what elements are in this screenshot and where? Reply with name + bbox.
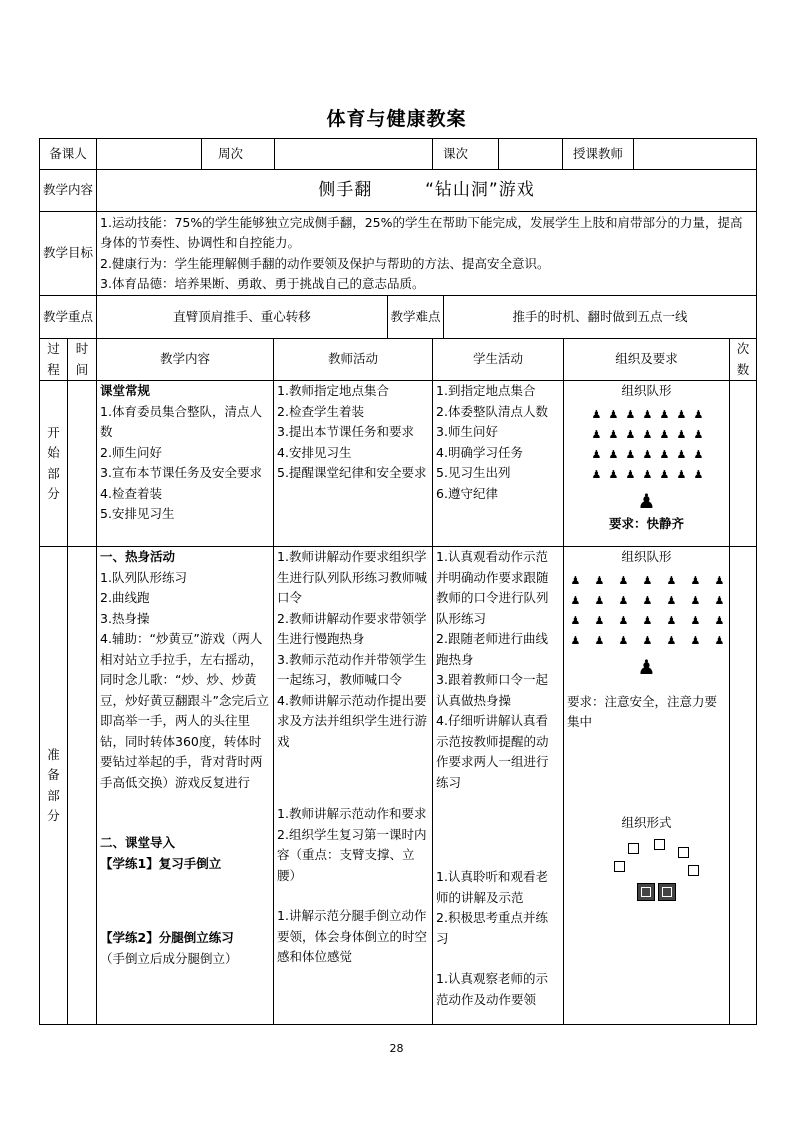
org-title: 组织队形 — [621, 549, 672, 564]
student-icon: ♟ — [591, 407, 602, 421]
student-line: 3.跟着教师口令一起认真做热身操 — [436, 672, 548, 708]
times-start — [730, 381, 757, 547]
student-icon: ♟ — [693, 407, 704, 421]
time-start — [68, 381, 97, 547]
start-teacher — [274, 381, 433, 547]
square-formation — [592, 839, 702, 924]
student-icon: ♟ — [666, 573, 677, 587]
student-icon: ♟ — [714, 613, 725, 627]
start-content — [97, 381, 274, 547]
content-value-1: 侧手翻 — [318, 180, 373, 201]
student-icon: ♟ — [642, 613, 653, 627]
col-student: 学生活动 — [433, 339, 564, 381]
teacher-line: 2.组织学生复习第一课时内容（重点：支臂支撑、立腰） — [277, 826, 427, 883]
formation-row — [571, 612, 723, 629]
key-difficulty-cell — [97, 296, 757, 339]
col-organization: 组织及要求 — [564, 339, 730, 381]
student-icon: ♟ — [659, 427, 670, 441]
teacher-label: 授课教师 — [563, 139, 634, 169]
teacher-line: 4.安排见习生 — [277, 444, 352, 460]
prep-teacher — [274, 547, 433, 1025]
teacher-line: 4.教师讲解示范动作提出要求及方法并组织学生进行游戏 — [277, 692, 428, 749]
student-icon: ♟ — [570, 573, 581, 587]
content-line: 1.体育委员集合整队，清点人数 — [100, 403, 262, 439]
content-line: （手倒立后成分腿倒立） — [100, 950, 238, 966]
times-prep — [730, 547, 757, 1025]
goal-item: 3.体育品德：培养果断、勇敢、勇于挑战自己的意志品质。 — [100, 276, 425, 291]
student-icon: ♟ — [618, 573, 629, 587]
student-icon: ♟ — [594, 613, 605, 627]
student-icon: ♟ — [625, 427, 636, 441]
student-square-icon — [628, 843, 639, 854]
student-icon: ♟ — [693, 447, 704, 461]
student-icon: ♟ — [642, 447, 653, 461]
student-icon: ♟ — [608, 447, 619, 461]
preparer-label: 备课人 — [40, 139, 97, 170]
formation-row — [571, 632, 723, 649]
time-prep — [68, 547, 97, 1025]
student-line: 4.明确学习任务 — [436, 444, 523, 460]
stage-prep: 准备部分 — [40, 547, 68, 1025]
org-require: 要求：快静齐 — [609, 515, 685, 531]
teacher-line: 3.提出本节课任务和要求 — [277, 424, 414, 439]
teacher-icon: ♟ — [637, 654, 656, 679]
student-icon: ♟ — [591, 447, 602, 461]
student-line: 1.认真观察老师的示范动作及动作要领 — [436, 971, 548, 1007]
student-icon: ♟ — [666, 593, 677, 607]
page-number: 28 — [389, 1042, 404, 1055]
header-info-cell — [97, 139, 433, 170]
header-info-cell-2 — [433, 139, 757, 170]
student-icon: ♟ — [618, 633, 629, 647]
content-line: 3.宣布本节课任务及安全要求 — [100, 465, 262, 480]
formation-row — [592, 446, 702, 463]
student-icon: ♟ — [676, 467, 687, 481]
student-line: 2.积极思考重点并练习 — [436, 910, 548, 946]
student-icon: ♟ — [594, 593, 605, 607]
week-label: 周次 — [202, 139, 275, 169]
lesson-no-value — [499, 139, 563, 169]
formation-rows — [567, 572, 726, 680]
student-icon: ♟ — [659, 467, 670, 481]
preparer-value — [97, 139, 202, 169]
difficulty-label: 教学难点 — [388, 296, 444, 338]
formation-row — [571, 592, 723, 609]
student-icon: ♟ — [642, 467, 653, 481]
page-title: 体育与健康教案 — [326, 108, 467, 130]
student-icon: ♟ — [676, 427, 687, 441]
student-icon: ♟ — [608, 427, 619, 441]
student-icon: ♟ — [690, 613, 701, 627]
student-icon: ♟ — [714, 573, 725, 587]
content-line: 3.热身操 — [100, 610, 150, 626]
start-student — [433, 381, 564, 547]
student-icon: ♟ — [625, 407, 636, 421]
goal-value — [97, 212, 757, 296]
student-icon: ♟ — [608, 407, 619, 421]
content-line: 课堂常规 — [100, 383, 151, 398]
teacher-line: 1.讲解示范分腿手倒立动作要领，体会身体倒立的时空感和体位感觉 — [277, 908, 428, 964]
start-organization — [564, 381, 730, 547]
col-times: 次数 — [730, 339, 757, 381]
org-title: 组织形式 — [621, 814, 672, 830]
student-line: 1.认真观看动作示范并明确动作要求跟随教师的口令进行队列队形练习 — [436, 549, 549, 626]
content-line: 一、热身活动 — [100, 549, 176, 564]
teacher-line: 2.教师讲解动作要求带领学生进行慢跑热身 — [277, 610, 427, 646]
content-line: 二、课堂导入 — [100, 835, 176, 850]
content-value-2: “钻山洞”游戏 — [425, 180, 535, 201]
teacher-line: 1.教师指定地点集合 — [277, 383, 389, 398]
student-icon: ♟ — [618, 613, 629, 627]
student-icon: ♟ — [666, 633, 677, 647]
student-icon: ♟ — [570, 593, 581, 607]
key-value: 直臂顶肩推手、重心转移 — [97, 296, 388, 338]
col-process: 过程 — [40, 339, 68, 381]
formation-row — [571, 572, 723, 589]
content-line: 【学练2】分腿倒立练习 — [100, 930, 234, 945]
student-icon: ♟ — [625, 467, 636, 481]
student-line: 3.师生问好 — [436, 424, 498, 439]
student-square-icon — [678, 847, 689, 858]
student-icon: ♟ — [618, 593, 629, 607]
content-line: 【学练1】复习手倒立 — [100, 855, 222, 871]
student-icon: ♟ — [693, 427, 704, 441]
student-icon: ♟ — [690, 593, 701, 607]
student-icon: ♟ — [642, 407, 653, 421]
student-icon: ♟ — [642, 427, 653, 441]
mat-square-icon — [637, 883, 655, 901]
student-icon: ♟ — [591, 467, 602, 481]
student-line: 5.见习生出列 — [436, 465, 511, 480]
content-line: 4.检查着装 — [100, 485, 162, 501]
student-icon: ♟ — [594, 573, 605, 587]
org-require: 要求：注意安全，注意力要集中 — [567, 693, 718, 729]
content-line: 2.师生问好 — [100, 444, 162, 460]
col-content: 教学内容 — [97, 339, 274, 381]
teacher-icon: ♟ — [637, 488, 656, 513]
student-square-icon — [654, 839, 665, 850]
student-icon: ♟ — [659, 447, 670, 461]
difficulty-value: 推手的时机、翻时做到五点一线 — [512, 308, 688, 324]
student-line: 2.体委整队清点人数 — [436, 403, 548, 419]
mat-square-icon — [658, 883, 676, 901]
teacher-line: 2.检查学生着装 — [277, 403, 364, 419]
lesson-no-label: 课次 — [433, 139, 499, 169]
student-line: 1.到指定地点集合 — [436, 383, 536, 398]
lesson-plan-table — [39, 138, 757, 1025]
formation-row — [592, 426, 702, 443]
student-icon: ♟ — [608, 467, 619, 481]
student-line: 1.认真聆听和观看老师的讲解及示范 — [436, 869, 548, 905]
student-icon: ♟ — [570, 633, 581, 647]
formation-rows — [567, 406, 726, 514]
content-line: 2.曲线跑 — [100, 590, 150, 605]
prep-content — [97, 547, 274, 1025]
teacher-line: 1.教师讲解示范动作和要求 — [277, 806, 427, 821]
key-label: 教学重点 — [40, 296, 97, 339]
teacher-value — [634, 139, 756, 169]
prep-student — [433, 547, 564, 1025]
week-value — [275, 139, 432, 169]
col-time: 时间 — [68, 339, 97, 381]
content-line: 4.辅助：“炒黄豆”游戏（两人相对站立手拉手，左右摇动，同时念儿歌：“炒、炒、炒黄豆，炒好黄豆翻跟斗”念完后立即高举一手，两人的头往里钻，同时转体360度，转体时要钻过举起的手，背对背时两手高低交换）游戏反复进行 — [100, 631, 269, 790]
stage-start: 开始部分 — [40, 381, 68, 547]
content-line: 1.队列队形练习 — [100, 569, 187, 585]
student-icon: ♟ — [714, 593, 725, 607]
student-line: 2.跟随老师进行曲线跑热身 — [436, 631, 548, 667]
org-title: 组织队形 — [621, 383, 672, 398]
goal-item: 2.健康行为：学生能理解侧手翻的动作要领及保护与帮助的方法、提高安全意识。 — [100, 255, 550, 271]
student-icon: ♟ — [676, 407, 687, 421]
formation-row — [592, 406, 702, 423]
prep-organization — [564, 547, 730, 1025]
student-icon: ♟ — [676, 447, 687, 461]
student-line: 4.仔细听讲解认真看示范按教师提醒的动作要求两人一组进行练习 — [436, 713, 549, 790]
teacher-line: 5.提醒课堂纪律和安全要求 — [277, 465, 427, 480]
content-label: 教学内容 — [40, 170, 97, 212]
student-line: 6.遵守纪律 — [436, 485, 498, 501]
goal-item: 1.运动技能：75%的学生能够独立完成侧手翻，25%的学生在帮助下能完成，发展学生上肢和肩带部分的力量，提高身体的节奏性、协调性和自控能力。 — [100, 214, 743, 250]
student-icon: ♟ — [642, 573, 653, 587]
student-icon: ♟ — [659, 407, 670, 421]
student-icon: ♟ — [690, 573, 701, 587]
student-icon: ♟ — [642, 593, 653, 607]
student-icon: ♟ — [594, 633, 605, 647]
col-teacher: 教师活动 — [274, 339, 433, 381]
student-icon: ♟ — [625, 447, 636, 461]
student-icon: ♟ — [714, 633, 725, 647]
teacher-line: 3.教师示范动作并带领学生一起练习，教师喊口令 — [277, 651, 427, 687]
content-line: 5.安排见习生 — [100, 506, 175, 521]
student-icon: ♟ — [693, 467, 704, 481]
content-value — [97, 170, 757, 212]
student-icon: ♟ — [591, 427, 602, 441]
formation-row — [592, 466, 702, 483]
student-icon: ♟ — [690, 633, 701, 647]
goal-label: 教学目标 — [40, 212, 97, 296]
student-square-icon — [614, 861, 625, 872]
student-icon: ♟ — [570, 613, 581, 627]
student-icon: ♟ — [642, 633, 653, 647]
teacher-line: 1.教师讲解动作要求组织学生进行队列队形练习教师喊口令 — [277, 549, 428, 605]
student-icon: ♟ — [666, 613, 677, 627]
student-square-icon — [688, 865, 699, 876]
